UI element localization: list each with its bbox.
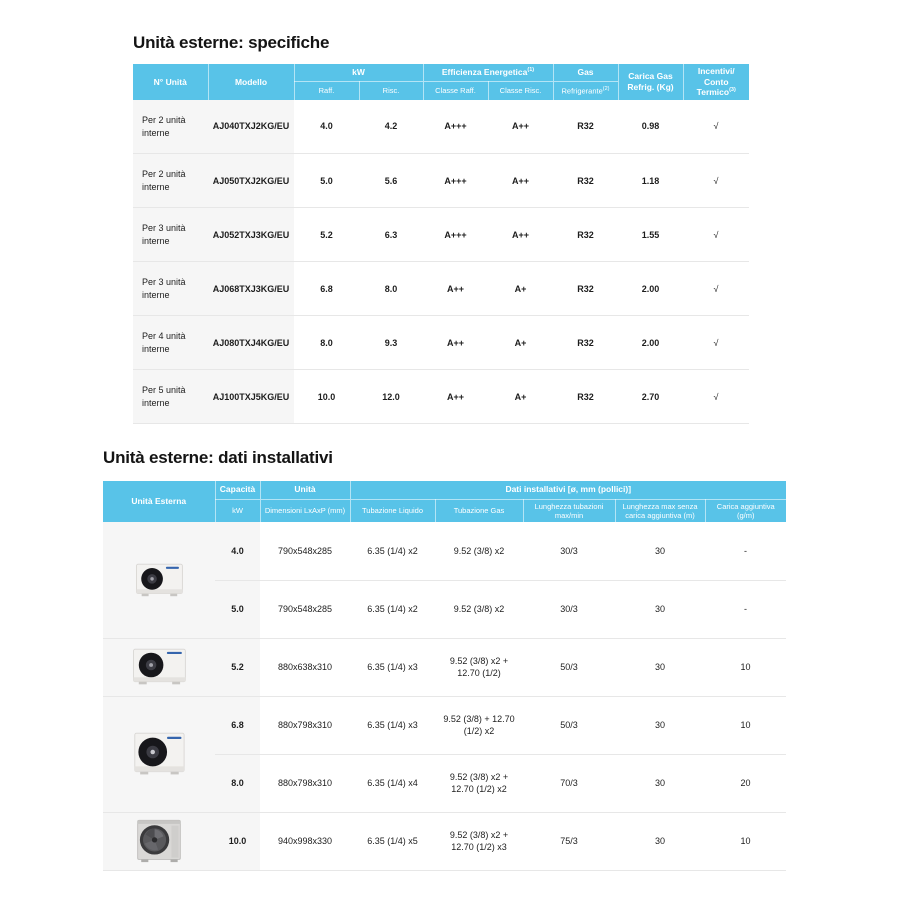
cell-classe-risc: A+ <box>488 316 553 370</box>
checkmark: √ <box>683 208 749 262</box>
cell-carica-aggiuntiva: - <box>744 545 747 556</box>
cell-classe-raff: A+++ <box>423 154 488 208</box>
cell-carica-aggiuntiva: 20 <box>705 754 786 812</box>
cell-classe-raff: A+++ <box>423 208 488 262</box>
subheader-refrigerante: Refrigerante$^{(2)}$ <box>553 81 618 99</box>
cell-carica-aggiuntiva: 10 <box>705 696 786 754</box>
cell-classe-risc: A++ <box>511 121 529 132</box>
cell-tubazione-liquido: 6.35 (1/4) x3 <box>350 696 435 754</box>
outdoor-unit-photo-tall <box>103 696 215 812</box>
outdoor-unit-image <box>133 556 185 600</box>
cell-lunghezza-max: 30 <box>615 638 705 696</box>
cell-dimensioni: 880x638x310 <box>260 638 350 696</box>
cell-tubazione-liquido: 6.35 (1/4) x4 <box>350 754 435 812</box>
cell-tubazione-liquido: 6.35 (1/4) x2 <box>367 545 418 556</box>
subheader-tubazione-liquido: Tubazione Liquido <box>350 499 435 522</box>
cell-tubazione-gas: 9.52 (3/8) x2 + 12.70 (1/2) x2 <box>435 754 523 812</box>
header-gas-group: Gas <box>553 64 618 81</box>
section-title-specifiche: Unità esterne: specifiche <box>133 33 330 52</box>
header-n-unita: N° Unità <box>133 64 208 100</box>
header-modello: Modello <box>208 64 294 100</box>
cell-capacita: 5.2 <box>215 638 260 696</box>
cell-gas: R32 <box>553 316 618 370</box>
cell-risc: 8.0 <box>359 262 423 316</box>
header-dati-installativi-group: Dati installativi [ø, mm (pollici)] <box>350 481 786 499</box>
footnote-ref-2: (2) <box>602 85 610 92</box>
header-capacita-group: Capacità <box>215 481 260 499</box>
specifiche-table <box>133 64 749 424</box>
subheader-lunghezza-max: Lunghezza max senza carica aggiuntiva (m) <box>615 499 705 522</box>
cell-classe-raff: A++ <box>423 262 488 316</box>
cell-dimensioni: 880x798x310 <box>260 754 350 812</box>
subheader-carica-aggiuntiva: Carica aggiuntiva (g/m) <box>705 499 786 522</box>
outdoor-unit-image <box>131 726 187 778</box>
table-row <box>133 208 749 262</box>
checkmark: √ <box>683 370 749 424</box>
cell-capacita: 4.0 <box>215 522 260 580</box>
footnote-ref-1: (1) <box>527 67 535 74</box>
cell-tubazione-gas: 9.52 (3/8) x2 + 12.70 (1/2) <box>435 638 523 696</box>
cell-risc: 12.0 <box>359 370 423 424</box>
cell-carica: 1.18 <box>618 154 683 208</box>
cell-classe-raff: A++ <box>423 316 488 370</box>
table-row <box>103 638 786 696</box>
table-row <box>133 154 749 208</box>
cell-raff: 5.0 <box>294 154 359 208</box>
header-unita-esterna: Unità Esterna <box>103 481 215 522</box>
cell-tubazione-gas: 9.52 (3/8) x2 + 12.70 (1/2) x3 <box>435 812 523 870</box>
subheader-classe-raff: Classe Raff. <box>423 81 488 99</box>
cell-n-unita: Per 2 unità interne <box>133 154 208 208</box>
cell-raff: 6.8 <box>294 262 359 316</box>
cell-capacita: 8.0 <box>215 754 260 812</box>
table-row <box>103 522 786 580</box>
cell-lunghezza-tubazioni: 70/3 <box>523 754 615 812</box>
header-carica-gas: Carica Gas Refrig. (Kg) <box>618 64 683 100</box>
cell-tubazione-gas: 9.52 (3/8) x2 <box>435 580 523 638</box>
outdoor-unit-photo-large <box>103 812 215 870</box>
cell-risc: 4.2 <box>384 121 398 132</box>
table-row <box>133 370 749 424</box>
cell-risc: 6.3 <box>359 208 423 262</box>
cell-gas: R32 <box>553 370 618 424</box>
cell-n-unita: Per 4 unità interne <box>133 316 208 370</box>
cell-lunghezza-max: 30 <box>615 812 705 870</box>
cell-lunghezza-max: 30 <box>615 754 705 812</box>
cell-lunghezza-tubazioni: 30/3 <box>560 545 578 556</box>
subheader-dimensioni: Dimensioni LxAxP (mm) <box>260 499 350 522</box>
cell-tubazione-liquido: 6.35 (1/4) x5 <box>350 812 435 870</box>
table-row <box>133 262 749 316</box>
header-efficienza-label: Efficienza Energetica <box>441 67 528 78</box>
subheader-lunghezza-tubazioni: Lunghezza tubazioni max/min <box>523 499 615 522</box>
header-efficienza-group <box>423 64 553 81</box>
cell-classe-risc: A+ <box>488 370 553 424</box>
table-row <box>103 696 786 754</box>
checkmark: √ <box>683 262 749 316</box>
cell-gas: R32 <box>553 154 618 208</box>
cell-gas: R32 <box>553 208 618 262</box>
cell-carica: 1.55 <box>618 208 683 262</box>
cell-modello: AJ068TXJ3KG/EU <box>208 262 294 316</box>
subheader-raff: Raff. <box>294 81 359 99</box>
dati-installativi-table <box>103 481 786 871</box>
cell-capacita: 5.0 <box>215 580 260 638</box>
header-unita-group: Unità <box>260 481 350 499</box>
cell-modello: AJ080TXJ4KG/EU <box>208 316 294 370</box>
cell-carica: 2.70 <box>618 370 683 424</box>
cell-modello: AJ052TXJ3KG/EU <box>208 208 294 262</box>
cell-lunghezza-tubazioni: 50/3 <box>523 696 615 754</box>
table-row <box>103 812 786 870</box>
table-row <box>133 316 749 370</box>
footnote-ref-3: (3) <box>729 87 736 94</box>
cell-classe-raff: A++ <box>423 370 488 424</box>
header-kw-group: kW <box>294 64 423 81</box>
table-row <box>133 100 749 154</box>
cell-dimensioni: 790x548x285 <box>260 580 350 638</box>
cell-n-unita: Per 5 unità interne <box>133 370 208 424</box>
cell-tubazione-liquido: 6.35 (1/4) x3 <box>350 638 435 696</box>
cell-n-unita: Per 3 unità interne <box>133 262 208 316</box>
cell-gas: R32 <box>577 121 594 132</box>
cell-lunghezza-tubazioni: 30/3 <box>523 580 615 638</box>
cell-dimensioni: 880x798x310 <box>260 696 350 754</box>
cell-gas: R32 <box>553 262 618 316</box>
cell-raff: 5.2 <box>294 208 359 262</box>
cell-raff: 4.0 <box>320 121 333 132</box>
cell-raff: 10.0 <box>294 370 359 424</box>
cell-dimensioni: 790x548x285 <box>277 545 333 556</box>
cell-classe-risc: A+ <box>488 262 553 316</box>
cell-carica-aggiuntiva: 10 <box>705 812 786 870</box>
cell-lunghezza-tubazioni: 50/3 <box>523 638 615 696</box>
checkmark: √ <box>713 121 719 132</box>
cell-raff: 8.0 <box>294 316 359 370</box>
section-title-dati-installativi: Unità esterne: dati installativi <box>103 448 333 467</box>
subheader-risc: Risc. <box>359 81 423 99</box>
outdoor-unit-photo-medium <box>103 638 215 696</box>
header-incentivi: Incentivi/ Conto Termico$^{(3)}$ <box>683 64 749 100</box>
cell-classe-risc: A++ <box>488 154 553 208</box>
cell-carica: 0.98 <box>641 121 660 132</box>
subheader-tubazione-gas: Tubazione Gas <box>435 499 523 522</box>
cell-modello: AJ100TXJ5KG/EU <box>208 370 294 424</box>
cell-tubazione-gas: 9.52 (3/8) x2 <box>453 545 505 556</box>
outdoor-unit-photo-small <box>103 522 215 638</box>
cell-risc: 5.6 <box>359 154 423 208</box>
cell-lunghezza-tubazioni: 75/3 <box>523 812 615 870</box>
cell-classe-raff: A+++ <box>444 121 467 132</box>
outdoor-unit-image <box>133 815 185 863</box>
checkmark: √ <box>683 316 749 370</box>
subheader-classe-risc: Classe Risc. <box>488 81 553 99</box>
cell-carica: 2.00 <box>618 316 683 370</box>
cell-n-unita: Per 2 unità interne <box>133 100 208 154</box>
cell-lunghezza-max: 30 <box>654 545 665 556</box>
cell-modello: AJ050TXJ2KG/EU <box>208 154 294 208</box>
cell-dimensioni: 940x998x330 <box>260 812 350 870</box>
subheader-kw: kW <box>215 499 260 522</box>
checkmark: √ <box>683 154 749 208</box>
cell-modello: AJ040TXJ2KG/EU <box>208 100 294 154</box>
cell-carica-aggiuntiva: - <box>705 580 786 638</box>
cell-risc: 9.3 <box>359 316 423 370</box>
cell-capacita: 6.8 <box>215 696 260 754</box>
cell-classe-risc: A++ <box>488 208 553 262</box>
cell-tubazione-gas: 9.52 (3/8) + 12.70 (1/2) x2 <box>435 696 523 754</box>
cell-carica-aggiuntiva: 10 <box>705 638 786 696</box>
outdoor-unit-image <box>130 642 188 688</box>
cell-lunghezza-max: 30 <box>615 580 705 638</box>
cell-carica: 2.00 <box>618 262 683 316</box>
cell-n-unita: Per 3 unità interne <box>133 208 208 262</box>
cell-lunghezza-max: 30 <box>615 696 705 754</box>
cell-capacita: 10.0 <box>215 812 260 870</box>
cell-tubazione-liquido: 6.35 (1/4) x2 <box>350 580 435 638</box>
